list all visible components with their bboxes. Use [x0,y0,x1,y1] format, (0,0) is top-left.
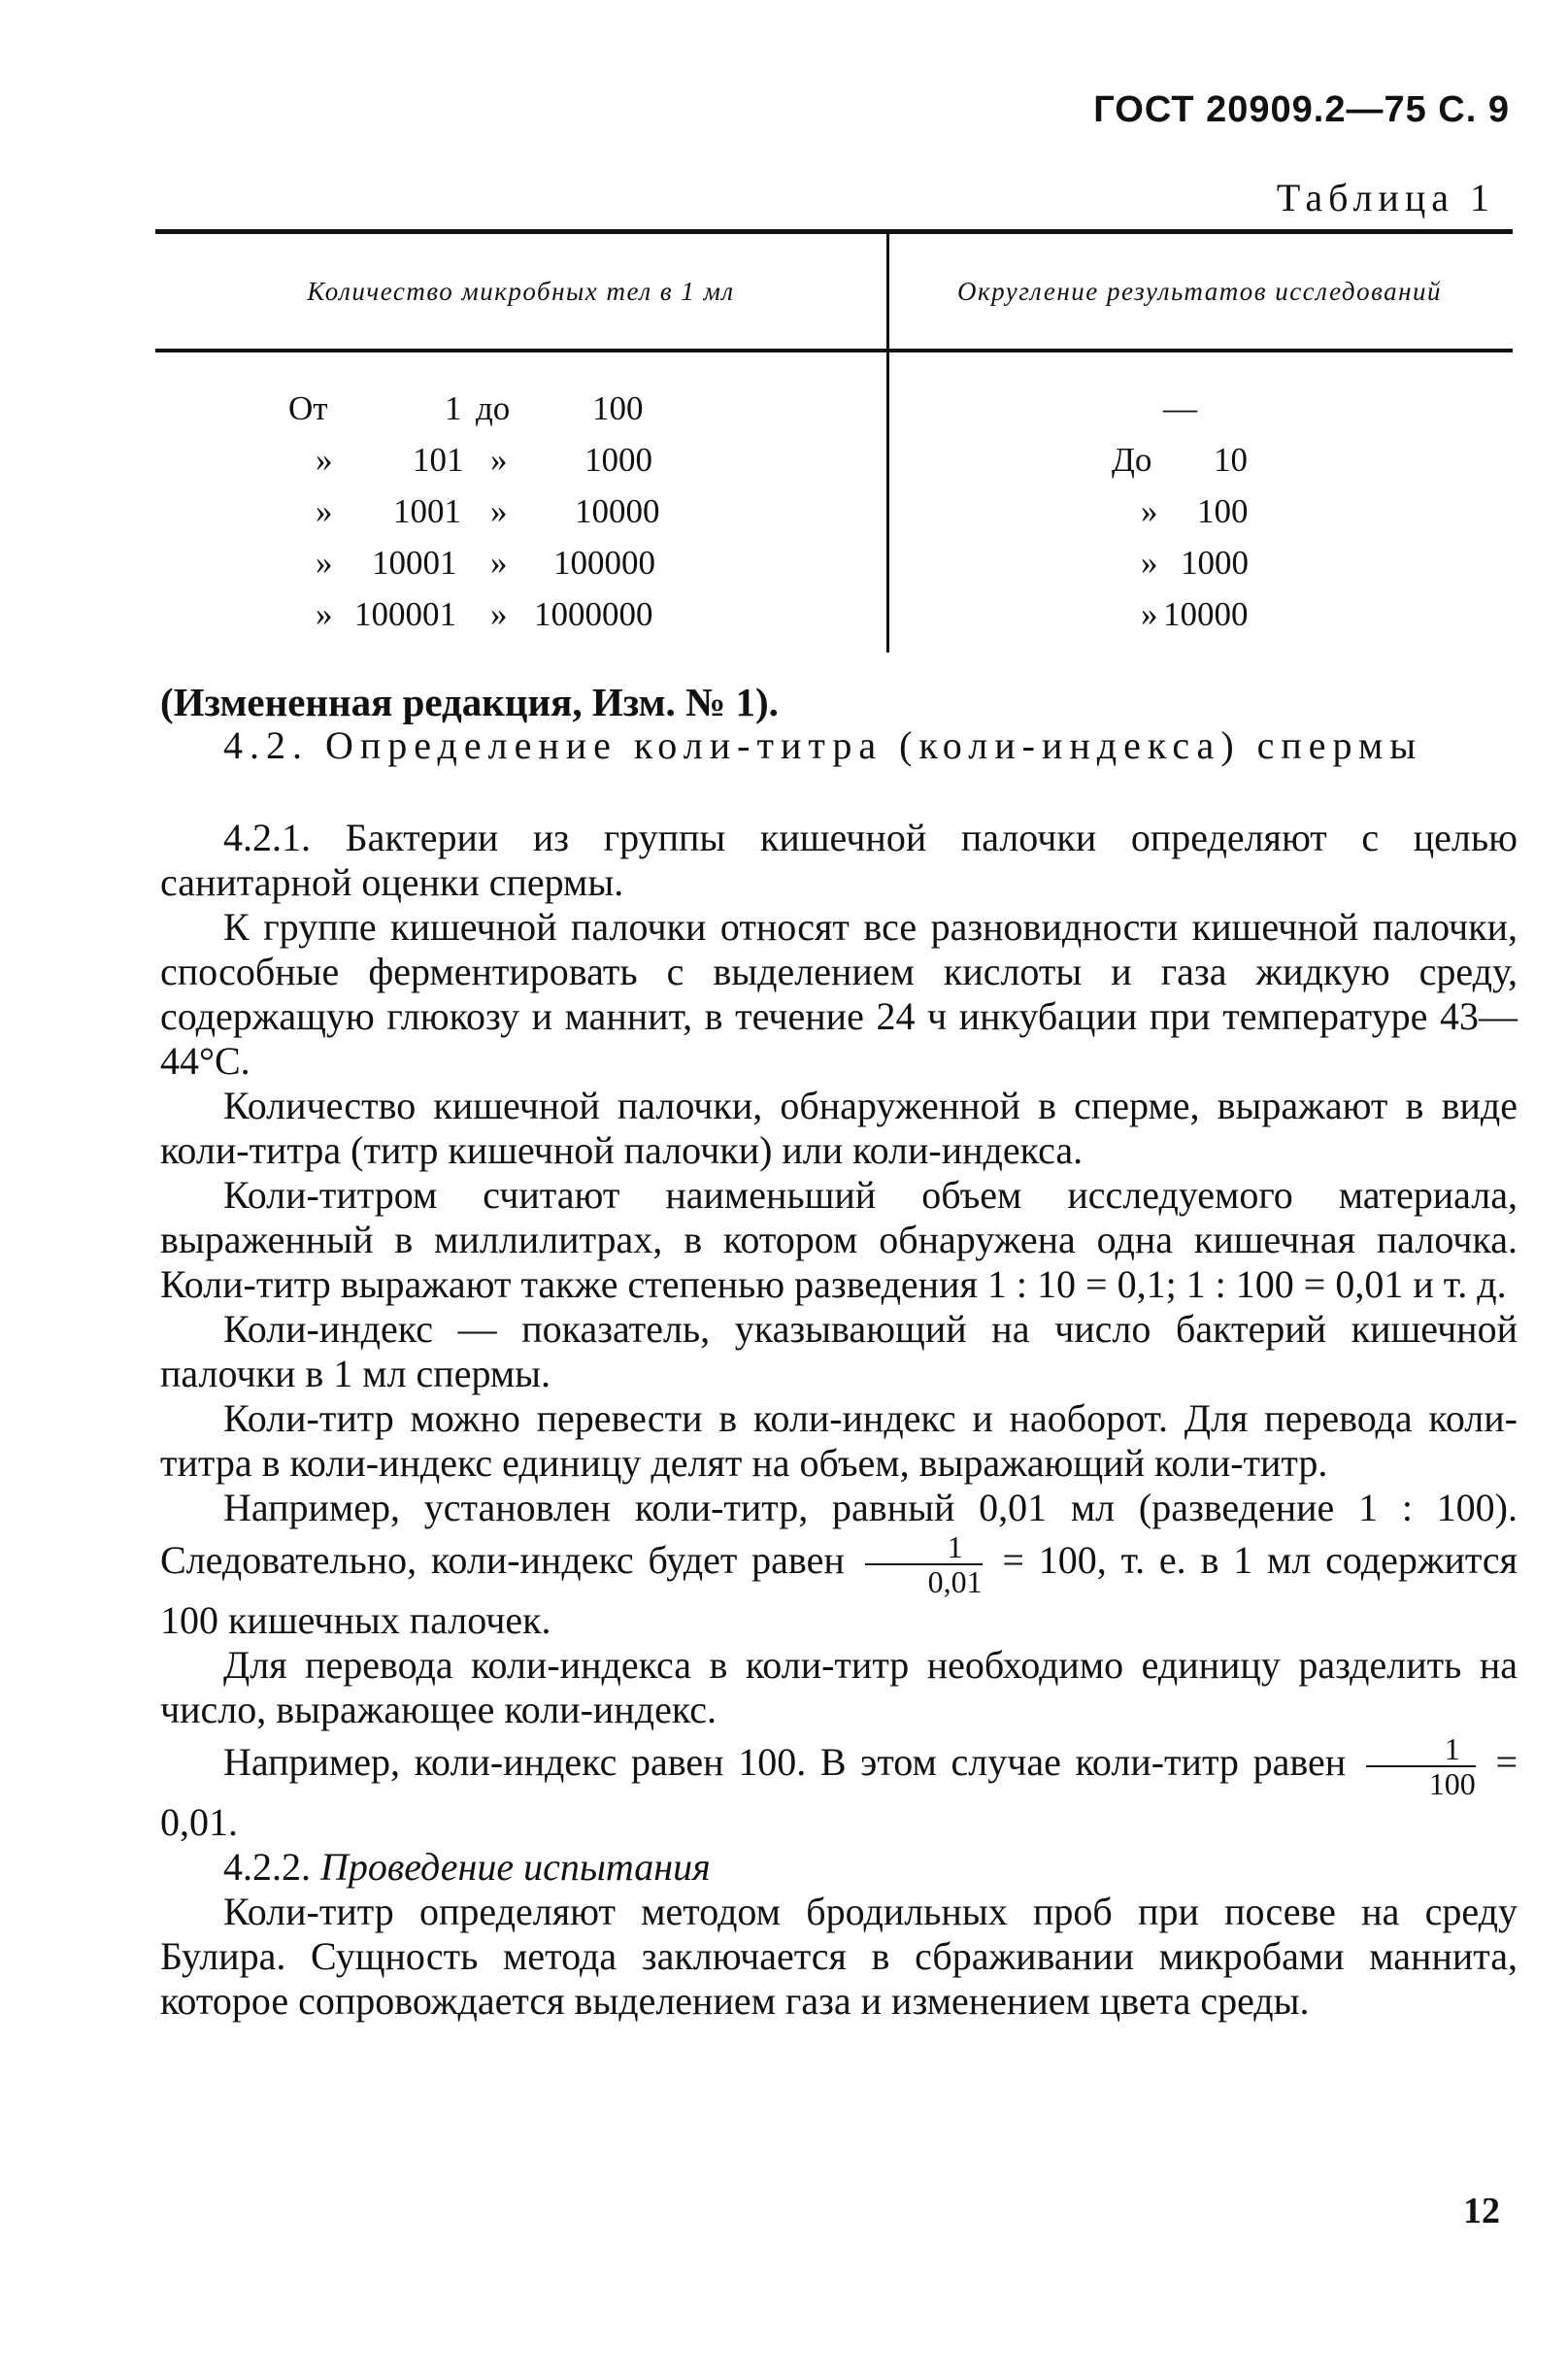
range-sep: » [490,492,508,530]
range-sep: » [490,595,508,633]
table-header-row [155,234,1513,349]
paragraph-coli-group: К группе кишечной палочки относят все разновидности кишечной палочки, способные ферментировать с выделением кислоты и газа жидкую среду, содержащую глюкозу и маннит, в течение 24 ч инкубации при температуре 43—44°С. [160,905,1518,1083]
paragraph-coli-quantity: Количество кишечной палочки, обнаруженной в сперме, выражают в виде коли-титра (титр кишечной палочки) или коли-индекса. [160,1084,1518,1172]
table-caption: Таблица 1 [1276,176,1495,219]
range-to: 1000 [584,441,652,479]
paragraph-reverse-conversion: Для перевода коли-индекса в коли-титр необходимо единицу разделить на число, выражающее коли-индекс. [160,1643,1518,1731]
example-2-text-b: = 0,01. [160,1740,1518,1844]
fraction-numerator: 1 [1366,1732,1476,1767]
round-prefix: » [1141,492,1158,530]
round-value: 10000 [1163,595,1249,633]
column-header-microbe-count: Количество микробных тел в 1 мл [307,276,735,306]
range-from: 1001 [393,492,461,530]
section-4-2-heading: 4.2. Определение коли-титра (коли-индекса) спермы [223,723,1423,767]
section-4-2 [160,723,1518,768]
fraction-1-over-100 [1366,1732,1476,1800]
paragraph-example-1 [160,1486,1518,1643]
example-1-text-b: = 100, т. е. в 1 мл содержится 100 кишечных палочек. [160,1538,1518,1642]
range-prefix: От [288,389,328,427]
fraction-denominator: 100 [1428,1766,1476,1801]
round-value: — [1163,389,1197,427]
paragraph-coli-index: Коли-индекс — показатель, указывающий на число бактерий кишечной палочки в 1 мл спермы. [160,1307,1518,1395]
round-prefix: » [1141,544,1158,582]
paragraph-conversion: Коли-титр можно перевести в коли-индекс и наоборот. Для перевода коли-титра в коли-индекс единицу делят на объем, выражающий коли-титр. [160,1396,1518,1485]
paragraph-method: Коли-титр определяют методом бродильных проб при посеве на среду Булира. Сущность метода заключается в сбраживании микробами маннита, которое сопровождается выделением газа и изменением цвета среды. [160,1890,1518,2023]
range-from: 1 [445,389,462,427]
table-body [155,352,1513,639]
paragraph-coli-titer: Коли-титром считают наименьший объем исследуемого материала, выраженный в миллилитрах, в котором обнаружена одна кишечная палочка. Коли-титр выражают также степенью разведения 1 : 10 = 0,1; 1 : 100 = 0,01 и т. д. [160,1173,1518,1306]
fraction-denominator: 0,01 [927,1564,983,1599]
table-row [155,433,1513,485]
range-to: 10000 [575,492,660,530]
fraction-1-over-0-01 [865,1530,983,1598]
round-value: 100 [1197,492,1249,530]
page-number: 12 [1463,2191,1500,2231]
round-prefix: » [1141,595,1158,633]
range-from: 100001 [354,595,456,633]
round-value: 1000 [1181,544,1249,582]
example-2-text-a: Например, коли-индекс равен 100. В этом случае коли-титр равен [223,1740,1347,1785]
round-value: 10 [1214,441,1248,479]
range-sep: » [490,544,508,582]
range-sep: до [476,389,511,427]
range-from: 10001 [372,544,457,582]
section-4-2-2-heading [160,1845,1518,1890]
section-4-2-2-title: Проведение испытания [320,1845,711,1889]
range-to: 100 [592,389,644,427]
table-row [155,587,1513,639]
example-1-text-a: Например, установлен коли-титр, равный 0,01 мл (разведение 1 : 100). Следовательно, коли-индекс будет равен [160,1486,1518,1583]
fraction-numerator: 1 [865,1530,983,1565]
main-text [160,816,1518,2024]
range-to: 1000000 [534,595,653,633]
table-row [155,382,1513,433]
table-row [155,485,1513,536]
range-prefix: » [316,492,333,530]
column-header-rounding: Округление результатов исследований [956,276,1443,306]
range-to: 100000 [553,544,655,582]
amendment-text: (Измененная редакция, Изм. № 1). [160,680,779,724]
table-row [155,536,1513,587]
document-header: ГОСТ 20909.2—75 С. 9 [1093,89,1510,130]
amendment-note [160,680,1518,724]
section-4-2-2-number: 4.2.2. [223,1845,311,1889]
range-prefix: » [316,544,333,582]
range-prefix: » [316,441,333,479]
range-from: 101 [413,441,464,479]
paragraph-4-2-1: 4.2.1. Бактерии из группы кишечной палочки определяют с целью санитарной оценки спермы. [160,816,1518,904]
paragraph-example-2 [160,1732,1518,1845]
range-prefix: » [316,595,333,633]
round-prefix: До [1112,441,1152,479]
range-sep: » [490,441,508,479]
rounding-table [155,229,1513,639]
